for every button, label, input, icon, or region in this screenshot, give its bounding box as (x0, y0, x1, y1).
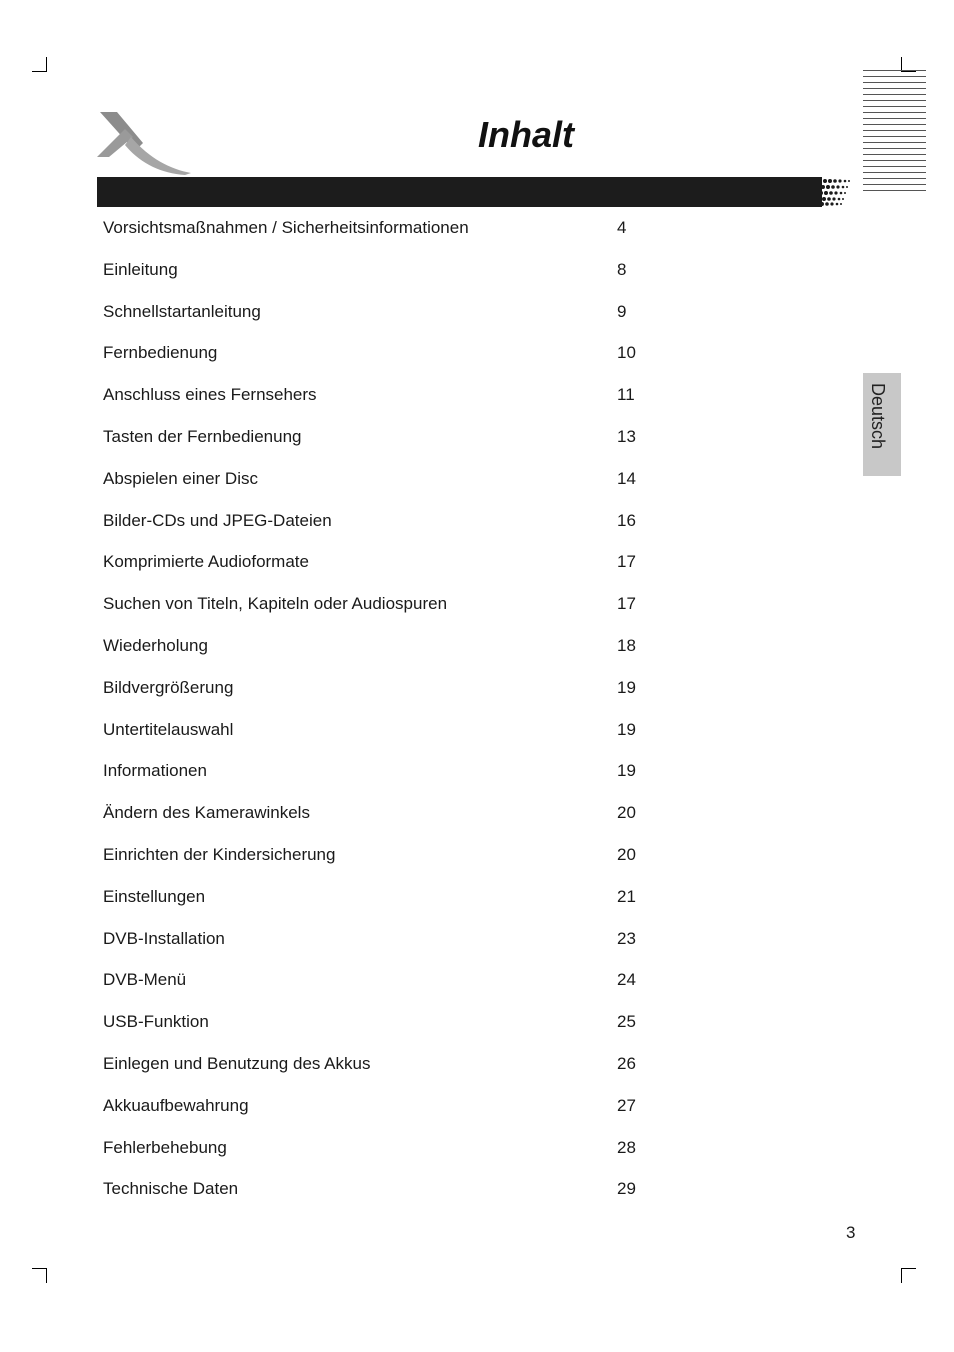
page-title: Inhalt (478, 114, 574, 155)
crop-mark-bottom-left (32, 1268, 47, 1283)
toc-entry (103, 1169, 663, 1211)
toc-entry-title: Einleitung (103, 259, 178, 279)
crop-mark-bottom-right (901, 1268, 916, 1283)
toc-entry (103, 793, 663, 835)
toc-entry-page: 14 (617, 468, 636, 488)
toc-entry (103, 751, 663, 793)
table-of-contents (103, 208, 663, 1211)
toc-entry-title: Untertitelauswahl (103, 719, 234, 739)
toc-entry-page: 13 (617, 426, 636, 446)
toc-entry (103, 668, 663, 710)
toc-entry-page: 4 (617, 218, 627, 237)
toc-entry-title: Wiederholung (103, 635, 208, 655)
toc-entry-page: 17 (617, 594, 636, 614)
language-tab-label: Deutsch (868, 383, 888, 450)
page-number: 3 (846, 1223, 856, 1242)
toc-entry-page: 23 (617, 928, 636, 948)
toc-entry-title: Bildvergrößerung (103, 677, 234, 697)
toc-entry (103, 542, 663, 584)
toc-entry-title: Komprimierte Audioformate (103, 552, 309, 572)
x-logo-icon (95, 107, 195, 177)
toc-entry-page: 19 (617, 677, 636, 697)
toc-entry (103, 501, 663, 543)
toc-entry-page: 17 (617, 552, 636, 572)
toc-entry-title: Akkuaufbewahrung (103, 1095, 249, 1115)
toc-entry (103, 459, 663, 501)
toc-entry-title: Informationen (103, 761, 207, 781)
toc-entry-page: 20 (617, 803, 636, 823)
toc-entry-title: Suchen von Titeln, Kapiteln oder Audiospuren (103, 594, 448, 614)
toc-entry (103, 208, 663, 250)
toc-entry-page: 11 (617, 385, 635, 405)
toc-entry-title: Ändern des Kamerawinkels (103, 803, 310, 823)
toc-entry-page: 10 (617, 343, 636, 363)
toc-entry-page: 19 (617, 719, 636, 739)
toc-entry-page: 16 (617, 510, 636, 530)
toc-entry (103, 333, 663, 375)
toc-entry-page: 24 (617, 970, 636, 990)
toc-entry (103, 1086, 663, 1128)
toc-entry-page: 26 (617, 1053, 636, 1073)
toc-entry-title: Schnellstartanleitung (103, 301, 261, 321)
toc-entry (103, 626, 663, 668)
toc-entry (103, 960, 663, 1002)
toc-entry-page: 20 (617, 844, 636, 864)
toc-entry (103, 584, 663, 626)
toc-entry-page: 8 (617, 259, 627, 279)
crop-mark-top-left (32, 57, 47, 72)
toc-entry-page: 9 (617, 301, 627, 321)
toc-entry-title: Bilder-CDs und JPEG-Dateien (103, 510, 332, 530)
toc-entry-title: Einrichten der Kindersicherung (103, 844, 336, 864)
title-bar (97, 177, 853, 207)
toc-entry-page: 28 (617, 1137, 636, 1157)
toc-entry (103, 877, 663, 919)
toc-entry-title: DVB-Installation (103, 928, 225, 948)
toc-entry (103, 919, 663, 961)
toc-entry-title: Einlegen und Benutzung des Akkus (103, 1053, 371, 1073)
toc-entry (103, 292, 663, 334)
toc-entry-page: 27 (617, 1095, 636, 1115)
toc-entry (103, 250, 663, 292)
toc-entry-title: Fehlerbehebung (103, 1137, 227, 1157)
toc-entry-title: Vorsichtsmaßnahmen / Sicherheitsinformationen (103, 218, 469, 237)
toc-entry (103, 1044, 663, 1086)
toc-entry (103, 835, 663, 877)
toc-entry-title: Anschluss eines Fernsehers (103, 385, 317, 405)
toc-entry-page: 29 (617, 1179, 636, 1199)
toc-entry-page: 25 (617, 1012, 636, 1032)
toc-entry-page: 18 (617, 635, 636, 655)
toc-entry-title: Technische Daten (103, 1179, 239, 1199)
toc-entry-title: Abspielen einer Disc (103, 468, 258, 488)
toc-entry-title: Tasten der Fernbedienung (103, 426, 302, 446)
toc-entry-title: USB-Funktion (103, 1012, 209, 1032)
toc-entry (103, 710, 663, 752)
toc-entry-title: Fernbedienung (103, 343, 218, 363)
decorative-lines (863, 70, 926, 200)
toc-entry-page: 21 (617, 886, 636, 906)
toc-entry (103, 417, 663, 459)
language-tab (863, 373, 901, 476)
toc-entry-title: DVB-Menü (103, 970, 187, 990)
toc-entry-page: 19 (617, 761, 636, 781)
toc-entry (103, 375, 663, 417)
toc-entry-title: Einstellungen (103, 886, 206, 906)
toc-entry (103, 1002, 663, 1044)
toc-entry (103, 1128, 663, 1170)
